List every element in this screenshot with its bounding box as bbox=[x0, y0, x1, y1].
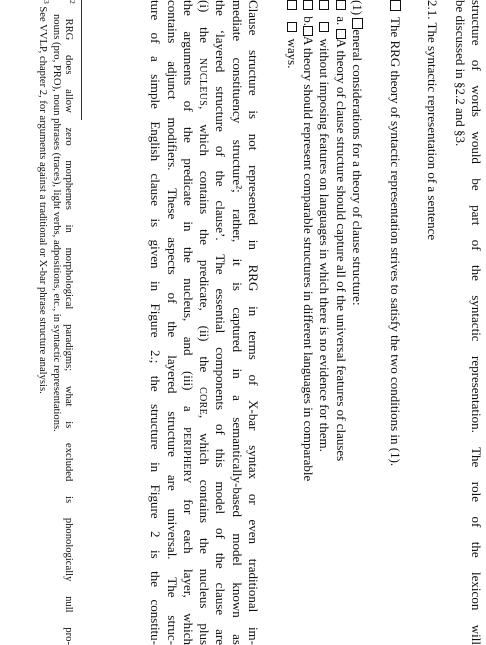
item-a-label: a. bbox=[333, 16, 349, 26]
footnote-2-text-1: RRG does allow zero morphemes in morphological paradigms; what is excluded is phonologically null pro- bbox=[63, 18, 74, 645]
term-periphery: PERIPHERY bbox=[180, 427, 192, 484]
item-b-label: b. bbox=[301, 16, 317, 26]
footnote-2-line-1 bbox=[62, 0, 77, 645]
top-paragraph-line-2: be discussed in §2.2 and §3. bbox=[452, 0, 468, 147]
body-line-6: contains adjunct modifiers. These aspects of the layered structure are universal. The struc- bbox=[164, 0, 180, 645]
checkbox-icon bbox=[319, 22, 329, 32]
checkbox-icon bbox=[303, 26, 313, 36]
body-line-5-part-a: the arguments of the predicate in the nucleus, and (iii) a bbox=[180, 0, 196, 428]
body-line-7: ture of a simple English clause is given in Figure 2.; the structure in Figure 2 is the constitu- bbox=[148, 0, 164, 645]
body-paragraph bbox=[147, 0, 261, 645]
body-line-4-part-b: , which contains the predicate, (ii) the bbox=[197, 106, 213, 388]
example-title: eneral considerations for a theory of clause structure: bbox=[350, 29, 365, 306]
checkbox-icon bbox=[390, 0, 401, 11]
checkbox-icon bbox=[303, 0, 313, 10]
item-a-line-1: A theory of clause structure should capture all of the universal features of clauses bbox=[333, 38, 349, 462]
checkbox-icon bbox=[319, 0, 329, 10]
example-item-a-row bbox=[332, 0, 348, 481]
example-number: (1) bbox=[350, 0, 365, 16]
section-heading-row bbox=[424, 0, 440, 240]
section-heading: 2.1. The syntactic representation of a sentence bbox=[425, 0, 440, 241]
item-b-line-2: ways. bbox=[284, 38, 300, 69]
checkbox-icon bbox=[287, 22, 297, 32]
footnote-3-marker: 3 bbox=[42, 0, 52, 4]
top-paragraph-line-1: structure of words would be part of the syntactic representation. The role of the lexicon will bbox=[469, 0, 484, 645]
footnote-divider bbox=[81, 0, 82, 120]
example-item-a-row-2 bbox=[316, 0, 332, 481]
top-paragraph bbox=[451, 0, 484, 645]
body-line-5 bbox=[180, 0, 196, 645]
footnote-3-text: See VVLP, chapter 2, for arguments against a traditional or X-bar phrase structure analysis. bbox=[37, 6, 49, 394]
example-title-row bbox=[349, 0, 365, 481]
footnote-3-line-1 bbox=[36, 0, 52, 645]
body-line-5-part-b: for each layer, which bbox=[180, 483, 196, 645]
footnote-2-marker: 2 bbox=[68, 0, 77, 4]
item-a-line-2: without imposing features on languages in which there is no evidence for them. bbox=[317, 38, 333, 452]
example-item-b-row bbox=[300, 0, 316, 481]
term-core: CORE bbox=[197, 387, 209, 416]
body-line-4-part-a: (i) the bbox=[197, 0, 213, 58]
example-1 bbox=[284, 0, 365, 481]
body-line-4 bbox=[196, 0, 212, 645]
checkbox-icon bbox=[336, 29, 346, 39]
example-item-b-row-2 bbox=[284, 0, 300, 481]
body-line-4-part-c: , which contains the nucleus plus bbox=[197, 415, 213, 645]
item-b-line-1: A theory should represent comparable structures in different languages in comparable bbox=[301, 36, 317, 482]
body-line-1: Clause structure is not represented in RRG in terms of X-bar syntax or even traditional im- bbox=[246, 0, 261, 645]
checkbox-icon bbox=[287, 0, 297, 10]
footnote-2-line-2: nouns (pro, PRO), noun phrases (traces), light verbs, adpositions, etc., in syntactic representations. bbox=[50, 14, 62, 432]
footnotes bbox=[36, 0, 77, 645]
checkbox-icon bbox=[336, 0, 346, 10]
body-line-3: the ‘layered structure of the clause’. The essential components of this model of the clause are bbox=[213, 0, 229, 645]
body-line-2: mediate constituency structure²; rather, it is captured in a semantically-based model known as bbox=[229, 0, 245, 645]
checkbox-icon bbox=[352, 18, 363, 29]
intro-sentence: The RRG theory of syntactic representation strives to satisfy the two conditions in (1). bbox=[388, 17, 403, 467]
term-nucleus: NUCLEUS bbox=[197, 57, 209, 107]
intro-sentence-row bbox=[387, 0, 403, 466]
